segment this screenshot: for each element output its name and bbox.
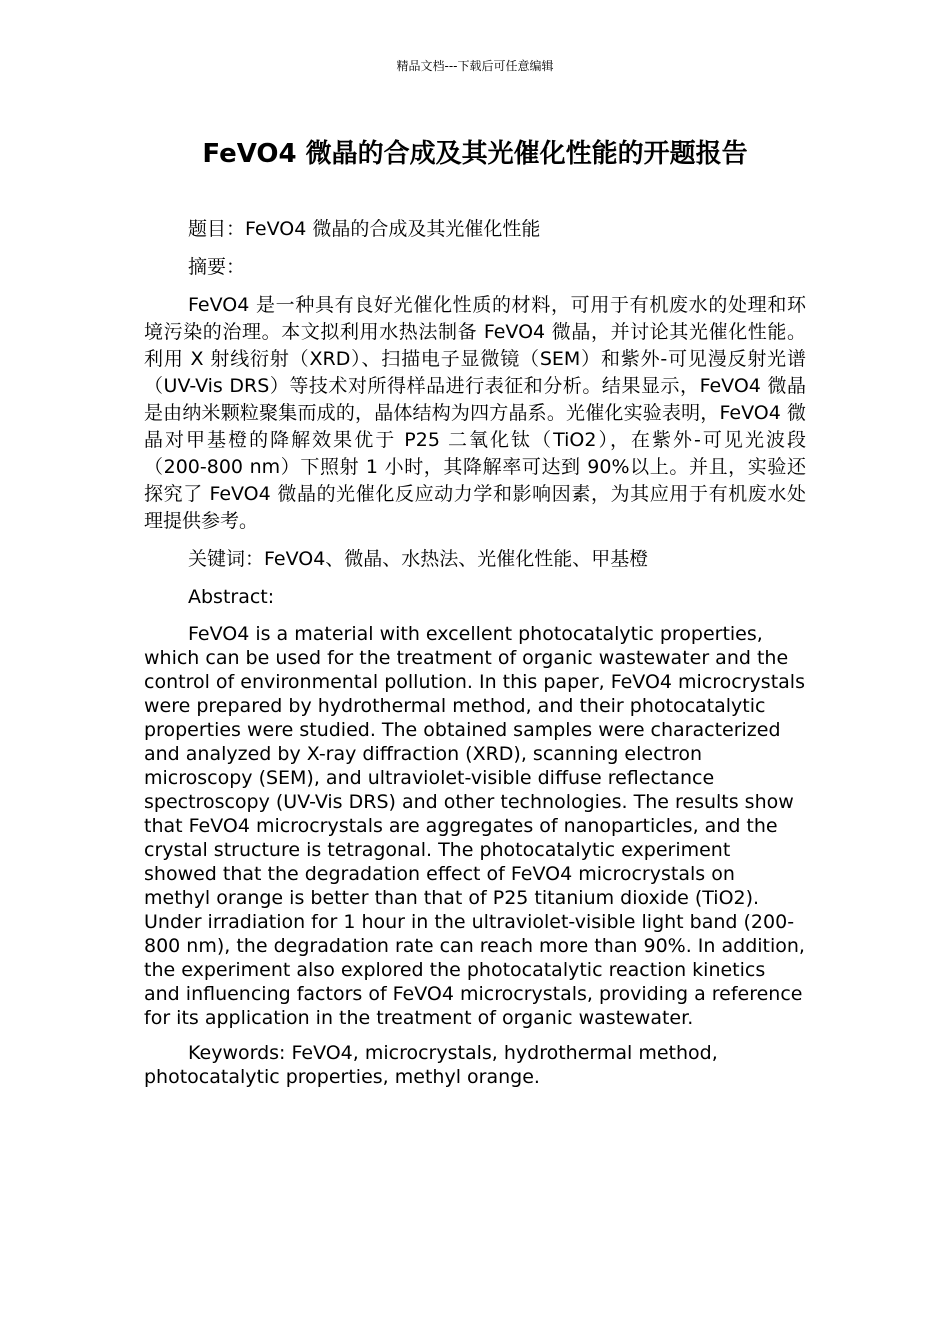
- document-title: FeVO4 微晶的合成及其光催化性能的开题报告: [202, 139, 748, 169]
- topic-line: 题目：FeVO4 微晶的合成及其光催化性能: [188, 218, 541, 240]
- abstract-paragraph-en: FeVO4 is a material with excellent photocatalytic properties, which can be used for the treatment of organic wastewater and the control of environmental pollution. In this paper, FeVO4 microcrystals were prepared by hydrothermal method, and their photocatalytic properties were studied. The obtained samples were characterized and analyzed by X-ray diffraction (XRD), scanning electron microscopy (SEM), and ultraviolet-visible diffuse reflectance spectroscopy (UV-Vis DRS) and other technologies. The results show that FeVO4 microcrystals are aggregates of nanoparticles, and the crystal structure is tetragonal. The photocatalytic experiment showed that the degradation effect of FeVO4 microcrystals on methyl orange is better than that of P25 titanium dioxide (TiO2). Under irradiation for 1 hour in the ultraviolet-visible light band (200-800 nm), the degradation rate can reach more than 90%. In addition, the experiment also explored the photocatalytic reaction kinetics and influencing factors of FeVO4 microcrystals, providing a reference for its application in the treatment of organic wastewater.: [144, 623, 805, 1029]
- abstract-heading-cn: 摘要：: [188, 256, 246, 278]
- abstract-heading-en: Abstract:: [188, 586, 275, 608]
- document-body: [144, 216, 806, 1089]
- keywords-en: Keywords: FeVO4, microcrystals, hydrothermal method, photocatalytic properties, methyl orange.: [144, 1042, 718, 1088]
- page-header-note: 精品文档---下载后可任意编辑: [396, 59, 554, 73]
- abstract-paragraph-cn: FeVO4 是一种具有良好光催化性质的材料，可用于有机废水的处理和环境污染的治理。本文拟利用水热法制备 FeVO4 微晶，并讨论其光催化性能。利用 X 射线衍射（XRD）、扫描电子显微镜（SEM）和紫外-可见漫反射光谱（UV-Vis DRS）等技术对所得样品进行表征和分析。结果显示，FeVO4 微晶是由纳米颗粒聚集而成的，晶体结构为四方晶系。光催化实验表明，FeVO4 微晶对甲基橙的降解效果优于 P25 二氧化钛（TiO2），在紫外-可见光波段（200-800 nm）下照射 1 小时，其降解率可达到 90%以上。并且，实验还探究了 FeVO4 微晶的光催化反应动力学和影响因素，为其应用于有机废水处理提供参考。: [144, 294, 806, 532]
- keywords-cn: 关键词：FeVO4、微晶、水热法、光催化性能、甲基橙: [188, 548, 649, 570]
